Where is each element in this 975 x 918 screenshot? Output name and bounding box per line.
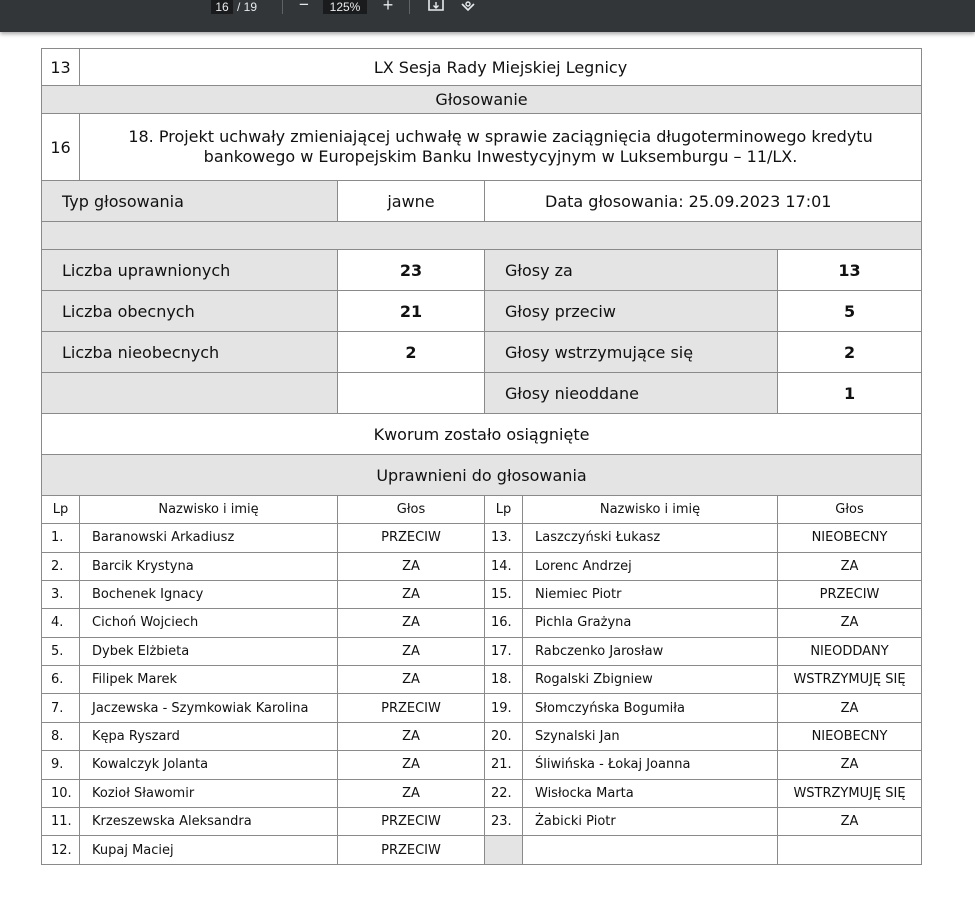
col-header-vote: Głos [338,496,485,524]
zoom-level-input[interactable]: 125% [323,0,367,14]
voter-name: Jaczewska - Szymkowiak Karolina [80,694,338,722]
voter-lp: 18. [485,666,523,694]
voter-vote: ZA [338,637,485,665]
table-row [42,666,922,694]
votes-against-value: 5 [778,291,922,332]
vote-date: Data głosowania: 25.09.2023 17:01 [485,181,922,222]
voter-name: Filipek Marek [80,666,338,694]
toolbar-divider [409,0,410,14]
voter-vote: PRZECIW [338,836,485,865]
page-number-input[interactable]: 16 [211,0,233,14]
col-header-name: Nazwisko i imię [523,496,778,524]
voter-lp [485,836,523,865]
voter-lp: 7. [42,694,80,722]
quorum-status: Kworum zostało osiągnięte [42,414,922,455]
voter-name: Rogalski Zbigniew [523,666,778,694]
table-row [42,808,922,836]
voter-name: Rabczenko Jarosław [523,637,778,665]
resolution-number: 16 [42,114,80,181]
col-header-lp: Lp [485,496,523,524]
voter-lp: 15. [485,580,523,608]
votes-for-label: Głosy za [485,250,778,291]
voter-name: Szynalski Jan [523,722,778,750]
voter-name: Cichoń Wojciech [80,609,338,637]
voter-vote: ZA [338,666,485,694]
spacer-row [42,222,922,250]
voters-heading: Uprawnieni do głosowania [42,455,922,496]
voter-lp: 11. [42,808,80,836]
voter-vote: ZA [338,779,485,807]
votes-abstain-label: Głosy wstrzymujące się [485,332,778,373]
voter-vote: ZA [338,722,485,750]
voter-name: Śliwińska - Łokaj Joanna [523,751,778,779]
resolution-title: 18. Projekt uchwały zmieniającej uchwałę w sprawie zaciągnięcia długoterminowego kredytu bankowego w Europejskim Banku Inwestycyjnym w Luksemburgu – 11/LX. [80,114,922,181]
voter-vote: ZA [778,694,922,722]
votes-not-cast-value: 1 [778,373,922,414]
table-row [42,580,922,608]
voter-name: Baranowski Arkadiusz [80,524,338,552]
voter-vote: ZA [778,808,922,836]
zoom-out-button[interactable]: − [299,0,309,14]
voter-vote: ZA [338,609,485,637]
voter-vote: NIEOBECNY [778,722,922,750]
rotate-icon[interactable] [459,0,477,14]
votes-not-cast-label: Głosy nieoddane [485,373,778,414]
table-row [42,836,922,865]
voter-name: Dybek Elżbieta [80,637,338,665]
present-label: Liczba obecnych [42,291,338,332]
voter-name: Słomczyńska Bogumiła [523,694,778,722]
voter-lp: 6. [42,666,80,694]
pdf-viewer-toolbar [0,0,975,32]
toolbar-divider [282,0,283,14]
voter-lp: 10. [42,779,80,807]
voter-lp: 1. [42,524,80,552]
voter-name: Kupaj Maciej [80,836,338,865]
absent-value: 2 [338,332,485,373]
voter-name: Krzeszewska Aleksandra [80,808,338,836]
voter-vote: WSTRZYMUJĘ SIĘ [778,666,922,694]
table-row [42,524,922,552]
zoom-in-button[interactable]: + [382,0,394,15]
voter-lp: 19. [485,694,523,722]
meeting-number: 13 [42,49,80,86]
voter-vote: PRZECIW [778,580,922,608]
voter-lp: 5. [42,637,80,665]
voter-name: Niemiec Piotr [523,580,778,608]
present-value: 21 [338,291,485,332]
votes-abstain-value: 2 [778,332,922,373]
fit-page-icon[interactable] [427,0,445,14]
voter-name [523,836,778,865]
table-row [42,332,922,373]
voter-vote [778,836,922,865]
absent-label: Liczba nieobecnych [42,332,338,373]
voter-name: Żabicki Piotr [523,808,778,836]
voter-vote: ZA [778,609,922,637]
voter-vote: ZA [778,751,922,779]
votes-for-value: 13 [778,250,922,291]
voter-lp: 14. [485,552,523,580]
table-row [42,250,922,291]
table-row [42,222,922,250]
voter-name: Wisłocka Marta [523,779,778,807]
table-row [42,552,922,580]
table-row [42,637,922,665]
col-header-vote: Głos [778,496,922,524]
voter-vote: NIEODDANY [778,637,922,665]
voter-lp: 23. [485,808,523,836]
voter-vote: PRZECIW [338,808,485,836]
table-row [42,86,922,114]
table-row [42,114,922,181]
voter-vote: ZA [338,580,485,608]
table-row [42,49,922,86]
voter-lp: 4. [42,609,80,637]
voter-lp: 2. [42,552,80,580]
table-row [42,779,922,807]
voter-lp: 12. [42,836,80,865]
vote-type-label: Typ głosowania [42,181,338,222]
voter-name: Kowalczyk Jolanta [80,751,338,779]
empty-cell [338,373,485,414]
table-row [42,722,922,750]
voter-vote: ZA [778,552,922,580]
voter-vote: ZA [338,552,485,580]
section-heading: Głosowanie [42,86,922,114]
table-row [42,181,922,222]
votes-against-label: Głosy przeciw [485,291,778,332]
voter-vote: PRZECIW [338,694,485,722]
voter-lp: 13. [485,524,523,552]
table-row [42,455,922,496]
voter-lp: 17. [485,637,523,665]
table-row [42,609,922,637]
voter-lp: 22. [485,779,523,807]
table-row [42,496,922,524]
voter-vote: ZA [338,751,485,779]
voter-name: Lorenc Andrzej [523,552,778,580]
voter-name: Kozioł Sławomir [80,779,338,807]
table-row [42,751,922,779]
voter-name: Barcik Krystyna [80,552,338,580]
table-row [42,291,922,332]
col-header-lp: Lp [42,496,80,524]
voter-name: Bochenek Ignacy [80,580,338,608]
empty-cell [42,373,338,414]
vote-record-table [41,48,922,865]
table-row [42,694,922,722]
voter-lp: 16. [485,609,523,637]
entitled-value: 23 [338,250,485,291]
voter-name: Kępa Ryszard [80,722,338,750]
vote-type-value: jawne [338,181,485,222]
page-total: / 19 [237,0,258,14]
col-header-name: Nazwisko i imię [80,496,338,524]
table-row [42,414,922,455]
voter-name: Pichla Grażyna [523,609,778,637]
voter-lp: 8. [42,722,80,750]
table-row [42,373,922,414]
voter-lp: 21. [485,751,523,779]
voter-lp: 3. [42,580,80,608]
voter-vote: NIEOBECNY [778,524,922,552]
voter-lp: 9. [42,751,80,779]
voter-vote: WSTRZYMUJĘ SIĘ [778,779,922,807]
voter-lp: 20. [485,722,523,750]
session-title: LX Sesja Rady Miejskiej Legnicy [80,49,922,86]
entitled-label: Liczba uprawnionych [42,250,338,291]
voter-name: Laszczyński Łukasz [523,524,778,552]
voter-vote: PRZECIW [338,524,485,552]
